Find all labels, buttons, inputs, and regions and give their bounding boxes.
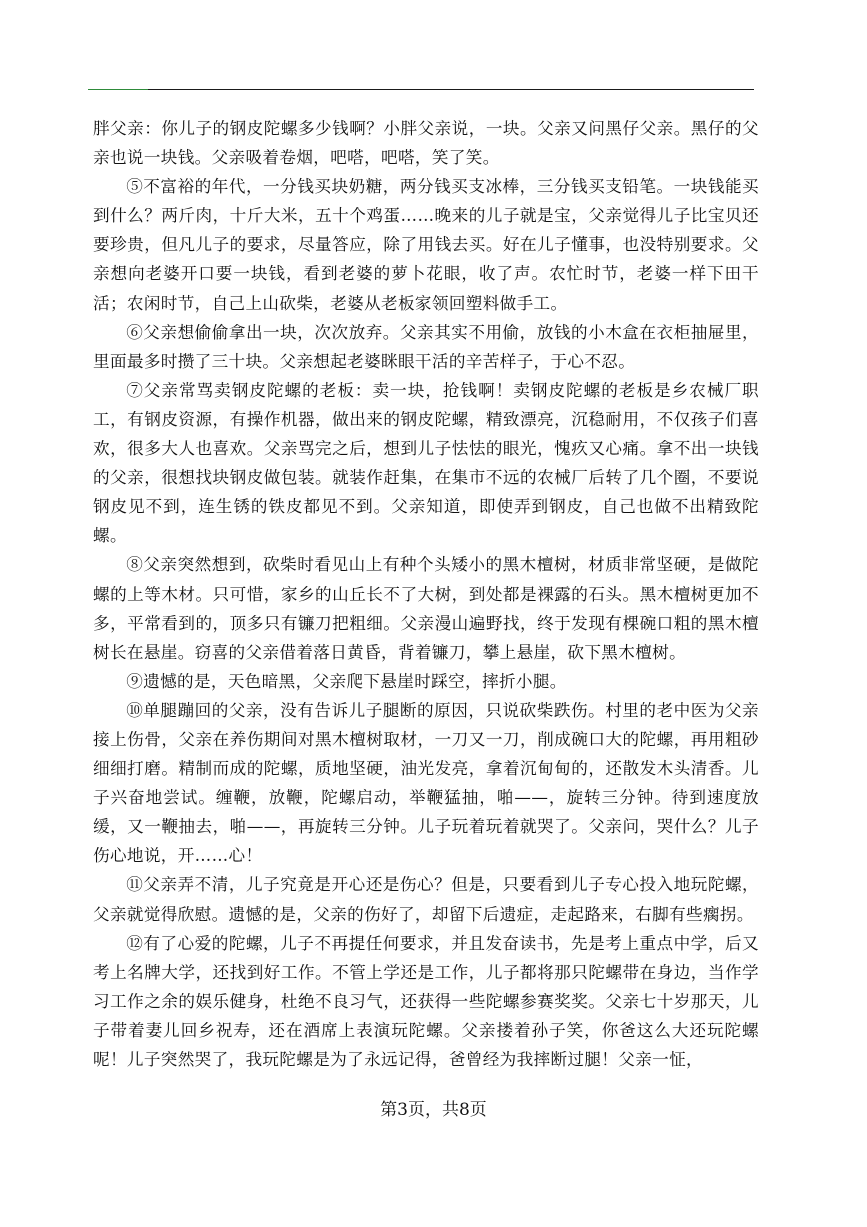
- paragraph-continued: 胖父亲：你儿子的钢皮陀螺多少钱啊？小胖父亲说，一块。父亲又问黑仔父亲。黑仔的父亲也说一块钱。父亲吸着卷烟，吧嗒，吧嗒，笑了笑。: [93, 119, 759, 168]
- paragraph-12: ⑫有了心爱的陀螺，儿子不再提任何要求，并且发奋读书，先是考上重点中学，后又考上名牌大学，还找到好工作。不管上学还是工作，儿子都将那只陀螺带在身边，当作学习工作之余的娱乐健身，杜绝不良习气，还获得一些陀螺参赛奖奖。父亲七十岁那天，儿子带着妻儿回乡祝寿，还在酒席上表演玩陀螺。父亲搂着孙子笑，你爸这么大还玩陀螺呢！儿子突然哭了，我玩陀螺是为了永远记得，爸曾经为我摔断过腿！父亲一怔，: [93, 933, 759, 1069]
- article-body: [93, 114, 759, 1074]
- paragraph-10: ⑩单腿蹦回的父亲，没有告诉儿子腿断的原因，只说砍柴跌伤。村里的老中医为父亲接上伤骨，父亲在养伤期间对黑木檀树取材，一刀又一刀，削成碗口大的陀螺，再用粗砂细细打磨。精制而成的陀螺，质地坚硬，油光发亮，拿着沉甸甸的，还散发木头清香。儿子兴奋地尝试。缠鞭，放鞭，陀螺启动，举鞭猛抽，啪——，旋转三分钟。待到速度放缓，又一鞭抽去，啪——，再旋转三分钟。儿子玩着玩着就哭了。父亲问，哭什么？儿子伤心地说，开……心！: [93, 700, 759, 866]
- page-number: 第3页，共8页: [380, 1100, 487, 1120]
- paragraph-7: ⑦父亲常骂卖钢皮陀螺的老板：卖一块，抢钱啊！卖钢皮陀螺的老板是乡农械厂职工，有钢皮资源，有操作机器，做出来的钢皮陀螺，精致漂亮，沉稳耐用，不仅孩子们喜欢，很多大人也喜欢。父亲骂完之后，想到儿子怯怯的眼光，愧疚又心痛。拿不出一块钱的父亲，很想找块钢皮做包装。就装作赶集，在集市不远的农械厂后转了几个圈，不要说钢皮见不到，连生锈的铁皮都见不到。父亲知道，即使弄到钢皮，自己也做不出精致陀螺。: [93, 380, 759, 546]
- header-rule: [88, 89, 754, 90]
- paragraph-9: ⑨遗憾的是，天色暗黑，父亲爬下悬崖时踩空，摔折小腿。: [126, 671, 567, 691]
- paragraph-8: ⑧父亲突然想到，砍柴时看见山上有种个头矮小的黑木檀树，材质非常坚硬，是做陀螺的上等木材。只可惜，家乡的山丘长不了大树，到处都是裸露的石头。黑木檀树更加不多，平常看到的，顶多只有镰刀把粗细。父亲漫山遍野找，终于发现有棵碗口粗的黑木檀树长在悬崖。窃喜的父亲借着落日黄昏，背着镰刀，攀上悬崖，砍下黑木檀树。: [93, 555, 759, 662]
- paragraph-11: ⑪父亲弄不清，儿子究竟是开心还是伤心？但是，只要看到儿子专心投入地玩陀螺，父亲就觉得欣慰。遗憾的是，父亲的伤好了，却留下后遗症，走起路来，右脚有些瘸拐。: [93, 875, 759, 924]
- paragraph-6: ⑥父亲想偷偷拿出一块，次次放弃。父亲其实不用偷，放钱的小木盒在衣柜抽屉里，里面最多时攒了三十块。父亲想起老婆眯眼干活的辛苦样子，于心不忍。: [93, 322, 759, 371]
- paragraph-5: ⑤不富裕的年代，一分钱买块奶糖，两分钱买支冰棒，三分钱买支铅笔。一块钱能买到什么？两斤肉，十斤大米，五十个鸡蛋……晚来的儿子就是宝，父亲觉得儿子比宝贝还要珍贵，但凡儿子的要求，尽量答应，除了用钱去买。好在儿子懂事，也没特别要求。父亲想向老婆开口要一块钱，看到老婆的萝卜花眼，收了声。农忙时节，老婆一样下田干活；农闲时节，自己上山砍柴，老婆从老板家领回塑料做手工。: [93, 177, 759, 313]
